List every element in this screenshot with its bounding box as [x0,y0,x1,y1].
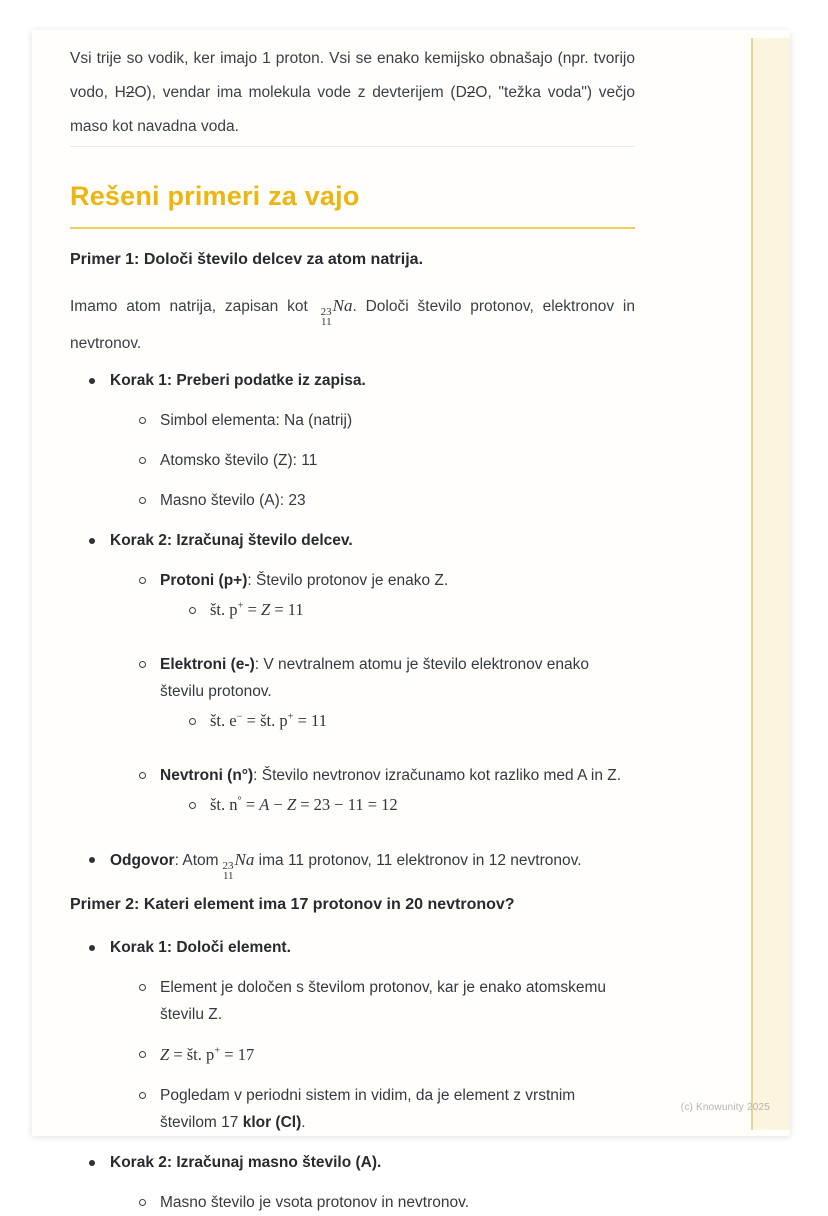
circle-bullet-icon [138,567,160,638]
protoni-text: : Število protonov je enako Z. [247,572,449,589]
bullet-icon [88,846,110,881]
circle-bullet-icon [138,1189,160,1216]
masno-stevilo-text: Masno število (A): 23 [160,492,306,509]
odgovor-post: ima 11 protonov, 11 elektronov in 12 nevtronov. [254,852,582,869]
nevtroni-text: : Število nevtronov izračunamo kot razliko med A in Z. [253,767,622,784]
bullet-icon [88,367,110,394]
element-dolocen-text: Element je določen s številom protonov, kar je enako atomskemu številu Z. [160,979,606,1023]
circle-bullet-icon [138,1082,160,1136]
bullet-icon [88,934,110,961]
z-equation: Z = št. p+ = 17 [160,1045,255,1064]
list-item-masno-stevilo [70,487,635,514]
masno-vsota-text: Masno število je vsota protonov in nevtronov. [160,1194,470,1211]
korak-1-ex2-title: Korak 1: Določi element. [110,939,291,956]
list-item-periodni-sistem [70,1082,635,1136]
document-page [32,30,790,1211]
example-1-title: Primer 1: Določi število delcev za atom natrija. [70,251,424,268]
korak-2-title: Korak 2: Izračunaj število delcev. [110,532,353,549]
neutrons-equation: št. n° = A − Z = 23 − 11 = 12 [210,795,398,814]
circle-bullet-icon [138,974,160,1028]
atomic-number: 11 [321,316,332,328]
subscript-2: 2 [466,84,476,101]
formula-protons [160,598,635,622]
lead-text-post: . Določi število protonov, elektronov in nevtronov. [70,298,635,352]
protoni-label: Protoni (p+) [160,572,248,589]
mass-number: 23 [222,860,234,872]
example-1-list [70,367,635,881]
section-heading: Rešeni primeri za vajo [70,181,635,229]
elektroni-text: : V nevtralnem atomu je število elektronov enako številu protonov. [160,656,590,700]
circle-bullet-icon [138,1041,160,1069]
periodni-sistem-pre: Pogledam v periodni sistem in vidim, da je element z vrstnim številom 17 [160,1087,576,1131]
list-item-korak-2 [70,527,635,554]
formula-neutrons [160,793,635,817]
klor-bold: klor (Cl) [242,1114,302,1131]
circle-bullet-icon [138,447,160,474]
list-item-masno-vsota [70,1189,635,1216]
list-item-korak-2-ex2 [70,1149,635,1176]
element-symbol: Na [332,296,353,315]
odgovor-label: Odgovor [110,852,175,869]
example-1-lead [70,289,635,361]
circle-bullet-icon [188,598,210,622]
example-2-list [70,934,635,1216]
section-divider [70,146,635,147]
circle-bullet-icon [188,793,210,817]
list-item-odgovor [70,846,635,881]
intro-text-2: O), vendar ima molekula vode z devterijem (D [134,84,467,101]
intro-text-1: Vsi trije so vodik, ker imajo 1 proton. Vsi se enako kemijsko obnašajo (npr. tvorijo vodo, H [70,50,635,101]
list-item-elektroni [70,651,635,749]
protons-equation: št. p+ = Z = 11 [210,600,304,619]
page-content [32,30,790,1216]
list-item-nevtroni [70,762,635,833]
watermark-text: (c) Knowunity 2025 [680,1102,770,1113]
list-item-atomsko-stevilo [70,447,635,474]
korak-2-ex2-title: Korak 2: Izračunaj masno število (A). [110,1154,382,1171]
list-item-formula-z [70,1041,635,1069]
electrons-equation: št. e− = št. p+ = 11 [210,711,327,730]
subscript-2: 2 [125,84,135,101]
elektroni-label: Elektroni (e-) [160,656,255,673]
mass-number: 23 [320,306,332,318]
bullet-icon [88,1149,110,1176]
element-symbol: Na [234,850,255,869]
circle-bullet-icon [138,651,160,749]
atomsko-stevilo-text: Atomsko število (Z): 11 [160,452,318,469]
circle-bullet-icon [188,709,210,733]
list-item-element-dolocen [70,974,635,1028]
intro-paragraph [70,42,635,144]
example-2-title: Primer 2: Kateri element ima 17 protonov in 20 nevtronov? [70,896,515,913]
nevtroni-label: Nevtroni (n°) [160,767,254,784]
list-item-protoni [70,567,635,638]
simbol-elementa-text: Simbol elementa: Na (natrij) [160,412,353,429]
periodni-sistem-post: . [301,1114,306,1131]
circle-bullet-icon [138,407,160,434]
list-item-simbol-elementa [70,407,635,434]
isotope-notation [223,861,234,881]
intro-text-3: O, "težka voda") večjo maso kot navadna voda. [70,84,635,135]
formula-electrons [160,709,635,733]
list-item-korak-1 [70,367,635,394]
lead-text-pre: Imamo atom natrija, zapisan kot [70,298,317,315]
odgovor-pre: : Atom [174,852,219,869]
bullet-icon [88,527,110,554]
atomic-number: 11 [222,870,234,882]
korak-1-title: Korak 1: Preberi podatke iz zapisa. [110,372,366,389]
isotope-notation [321,307,332,327]
circle-bullet-icon [138,762,160,833]
circle-bullet-icon [138,487,160,514]
list-item-korak-1-ex2 [70,934,635,961]
